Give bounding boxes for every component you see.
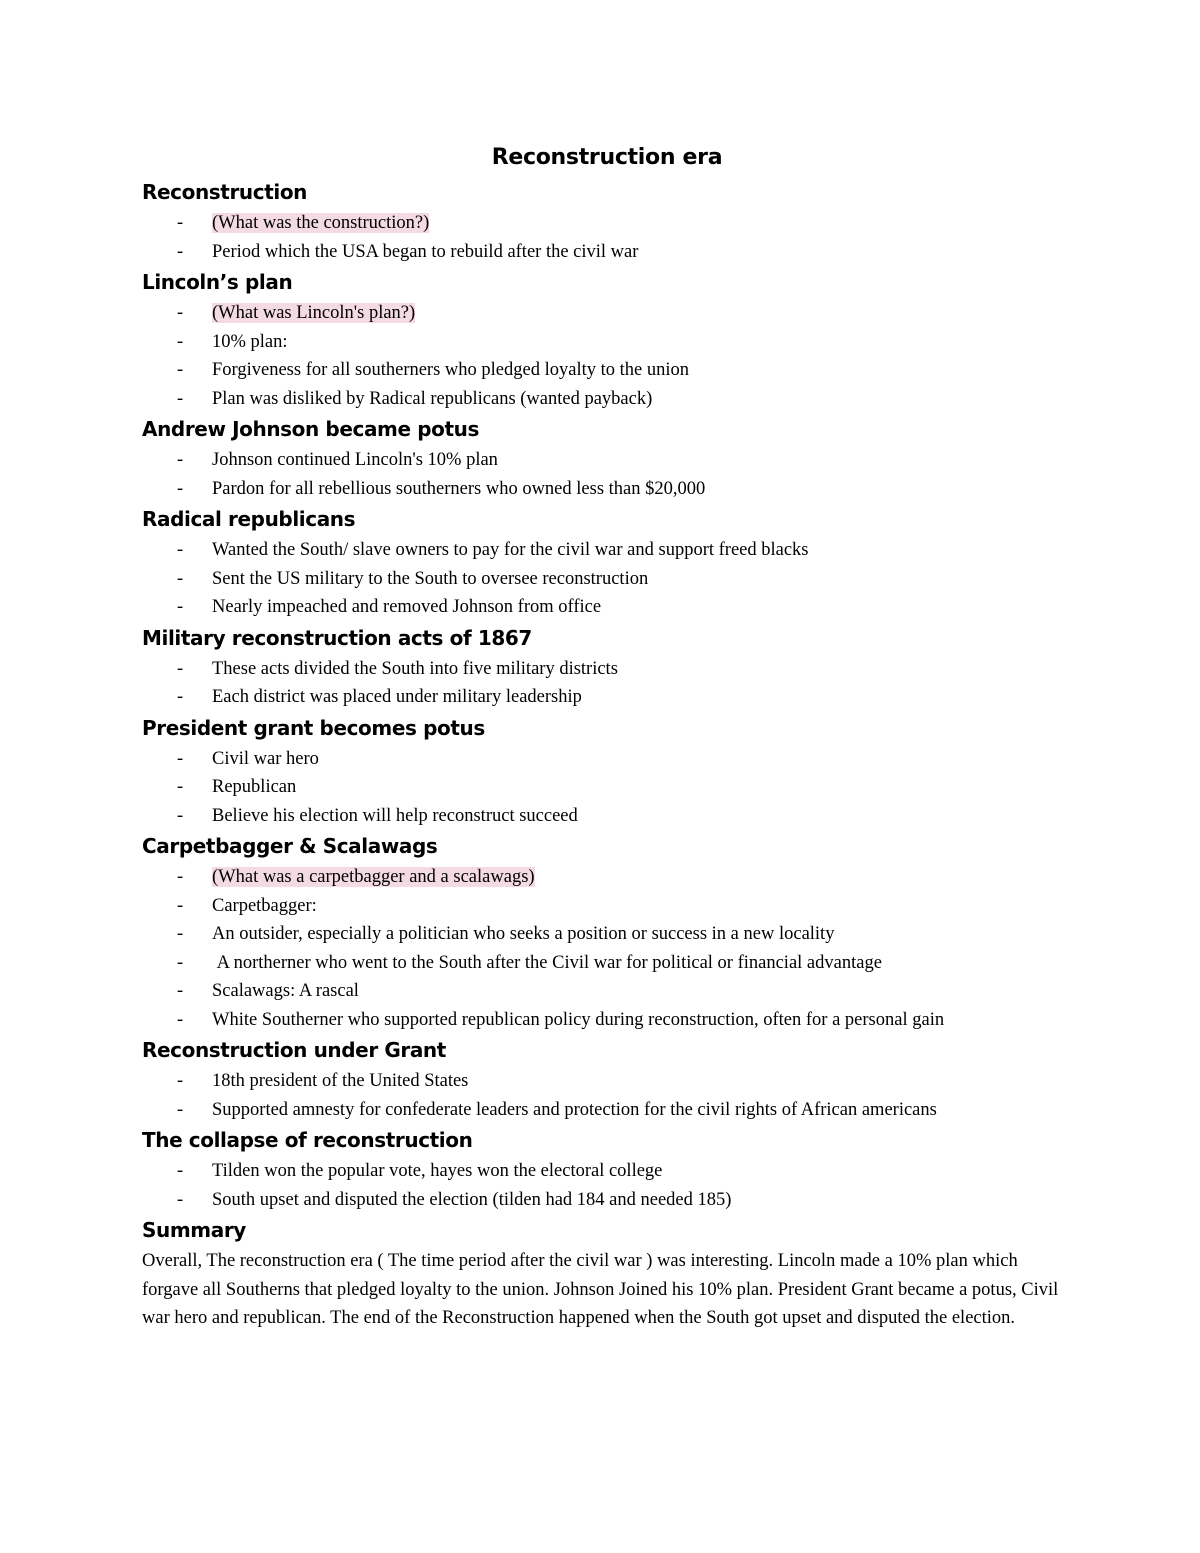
bullet-dash: - xyxy=(177,1161,184,1181)
section-heading: Andrew Johnson became potus xyxy=(142,417,479,441)
bullet-dash: - xyxy=(177,478,184,499)
list-item xyxy=(142,892,1072,921)
section-heading: Carpetbagger & Scalawags xyxy=(142,834,438,858)
bullet-dash: - xyxy=(177,360,184,380)
list-item xyxy=(142,802,1072,831)
list-item xyxy=(142,949,1072,978)
section-heading: Radical republicans xyxy=(142,507,356,531)
list-item xyxy=(142,977,1072,1006)
list-item xyxy=(142,655,1072,684)
bullet-list xyxy=(142,1157,1072,1214)
list-item xyxy=(142,299,1072,328)
bullet-dash: - xyxy=(177,1071,184,1091)
list-item-text: White Southerner who supported republican policy during reconstruction, often for a personal gain xyxy=(212,1009,945,1030)
document-page xyxy=(142,140,1072,1333)
list-item xyxy=(142,356,1072,385)
bullet-dash: - xyxy=(177,777,184,797)
section-heading: President grant becomes potus xyxy=(142,715,485,740)
list-item xyxy=(142,209,1072,238)
bullet-list xyxy=(142,446,1072,503)
list-item-text: Nearly impeached and removed Johnson from office xyxy=(212,597,602,617)
bullet-dash: - xyxy=(177,388,184,409)
list-item xyxy=(142,1067,1072,1096)
list-item-text: A northerner who went to the South after the Civil war for political or financial advantage xyxy=(212,952,882,973)
bullet-dash: - xyxy=(177,805,184,826)
list-item xyxy=(142,475,1072,504)
list-item-text: Civil war hero xyxy=(212,748,319,769)
list-item xyxy=(142,536,1072,565)
bullet-dash: - xyxy=(177,748,184,769)
bullet-list xyxy=(142,745,1072,831)
list-item-text: An outsider, especially a politician who seeks a position or success in a new locality xyxy=(212,924,835,944)
bullet-list xyxy=(142,863,1072,1034)
bullet-dash: - xyxy=(177,540,184,560)
section-heading: Lincoln’s plan xyxy=(142,270,293,294)
list-item-text: Pardon for all rebellious southerners who owned less than $20,000 xyxy=(212,478,706,499)
list-item xyxy=(142,1157,1072,1186)
bullet-dash: - xyxy=(177,895,184,916)
list-item-text: 10% plan: xyxy=(212,331,288,352)
bullet-dash: - xyxy=(177,981,184,1001)
list-item xyxy=(142,565,1072,594)
list-item xyxy=(142,446,1072,475)
list-item xyxy=(142,745,1072,774)
bullet-dash: - xyxy=(177,867,184,887)
list-item-text: Period which the USA began to rebuild after the civil war xyxy=(212,241,639,262)
list-item-text: Sent the US military to the South to oversee reconstruction xyxy=(212,568,649,589)
list-item xyxy=(142,1186,1072,1215)
list-item-text: Believe his election will help reconstruct succeed xyxy=(212,805,578,826)
bullet-dash: - xyxy=(177,658,184,679)
list-item xyxy=(142,328,1072,357)
bullet-dash: - xyxy=(177,331,184,352)
list-item xyxy=(142,683,1072,712)
summary-paragraph: Overall, The reconstruction era ( The time period after the civil war ) was interesting. Lincoln made a 10% plan which forgave all Southerns that pledged loyalty to the union. Johnson Joined his 10% plan. President Grant became a potus, Civil war hero and republican. The end of the Reconstruction happened when the South got upset and disputed the election. xyxy=(142,1251,1059,1328)
highlighted-question: (What was the construction?) xyxy=(212,213,430,233)
list-item-text: Carpetbagger: xyxy=(212,895,317,916)
list-item xyxy=(142,238,1072,267)
highlighted-question: (What was Lincoln's plan?) xyxy=(212,303,416,323)
list-item xyxy=(142,920,1072,949)
section-heading: Military reconstruction acts of 1867 xyxy=(142,625,532,650)
list-item xyxy=(142,593,1072,622)
list-item xyxy=(142,863,1072,892)
list-item-text: South upset and disputed the election (tilden had 184 and needed 185) xyxy=(212,1189,732,1210)
bullet-dash: - xyxy=(177,1009,184,1030)
bullet-dash: - xyxy=(177,213,184,233)
list-item xyxy=(142,773,1072,802)
bullet-dash: - xyxy=(177,952,184,973)
bullet-list xyxy=(142,536,1072,622)
bullet-list xyxy=(142,655,1072,712)
list-item-text: Tilden won the popular vote, hayes won the electoral college xyxy=(212,1161,663,1181)
bullet-dash: - xyxy=(177,450,184,470)
list-item-text: Johnson continued Lincoln's 10% plan xyxy=(212,450,498,470)
list-item-text: Republican xyxy=(212,777,297,797)
bullet-list xyxy=(142,299,1072,413)
section-heading: Reconstruction under Grant xyxy=(142,1038,446,1062)
bullet-list xyxy=(142,1067,1072,1124)
document-title: Reconstruction era xyxy=(491,145,723,170)
sections-container xyxy=(142,176,1072,1214)
bullet-dash: - xyxy=(177,924,184,944)
section-heading: The collapse of reconstruction xyxy=(142,1128,473,1152)
list-item-text: Each district was placed under military leadership xyxy=(212,687,582,707)
bullet-dash: - xyxy=(177,241,184,262)
list-item-text: Forgiveness for all southerners who pledged loyalty to the union xyxy=(212,360,689,380)
list-item-text: Plan was disliked by Radical republicans (wanted payback) xyxy=(212,388,653,409)
list-item-text: Wanted the South/ slave owners to pay for the civil war and support freed blacks xyxy=(212,540,809,560)
list-item xyxy=(142,1006,1072,1035)
list-item-text: These acts divided the South into five military districts xyxy=(212,658,618,679)
list-item xyxy=(142,1096,1072,1125)
bullet-dash: - xyxy=(177,597,184,617)
bullet-dash: - xyxy=(177,303,184,323)
summary-heading: Summary xyxy=(142,1218,246,1242)
bullet-dash: - xyxy=(177,1189,184,1210)
highlighted-question: (What was a carpetbagger and a scalawags) xyxy=(212,867,535,887)
list-item-text: Supported amnesty for confederate leaders and protection for the civil rights of African americans xyxy=(212,1099,937,1120)
list-item-text: 18th president of the United States xyxy=(212,1071,469,1091)
bullet-dash: - xyxy=(177,687,184,707)
list-item xyxy=(142,385,1072,414)
bullet-dash: - xyxy=(177,1099,184,1120)
list-item-text: Scalawags: A rascal xyxy=(212,981,359,1001)
bullet-list xyxy=(142,209,1072,266)
section-heading: Reconstruction xyxy=(142,180,308,204)
bullet-dash: - xyxy=(177,568,184,589)
